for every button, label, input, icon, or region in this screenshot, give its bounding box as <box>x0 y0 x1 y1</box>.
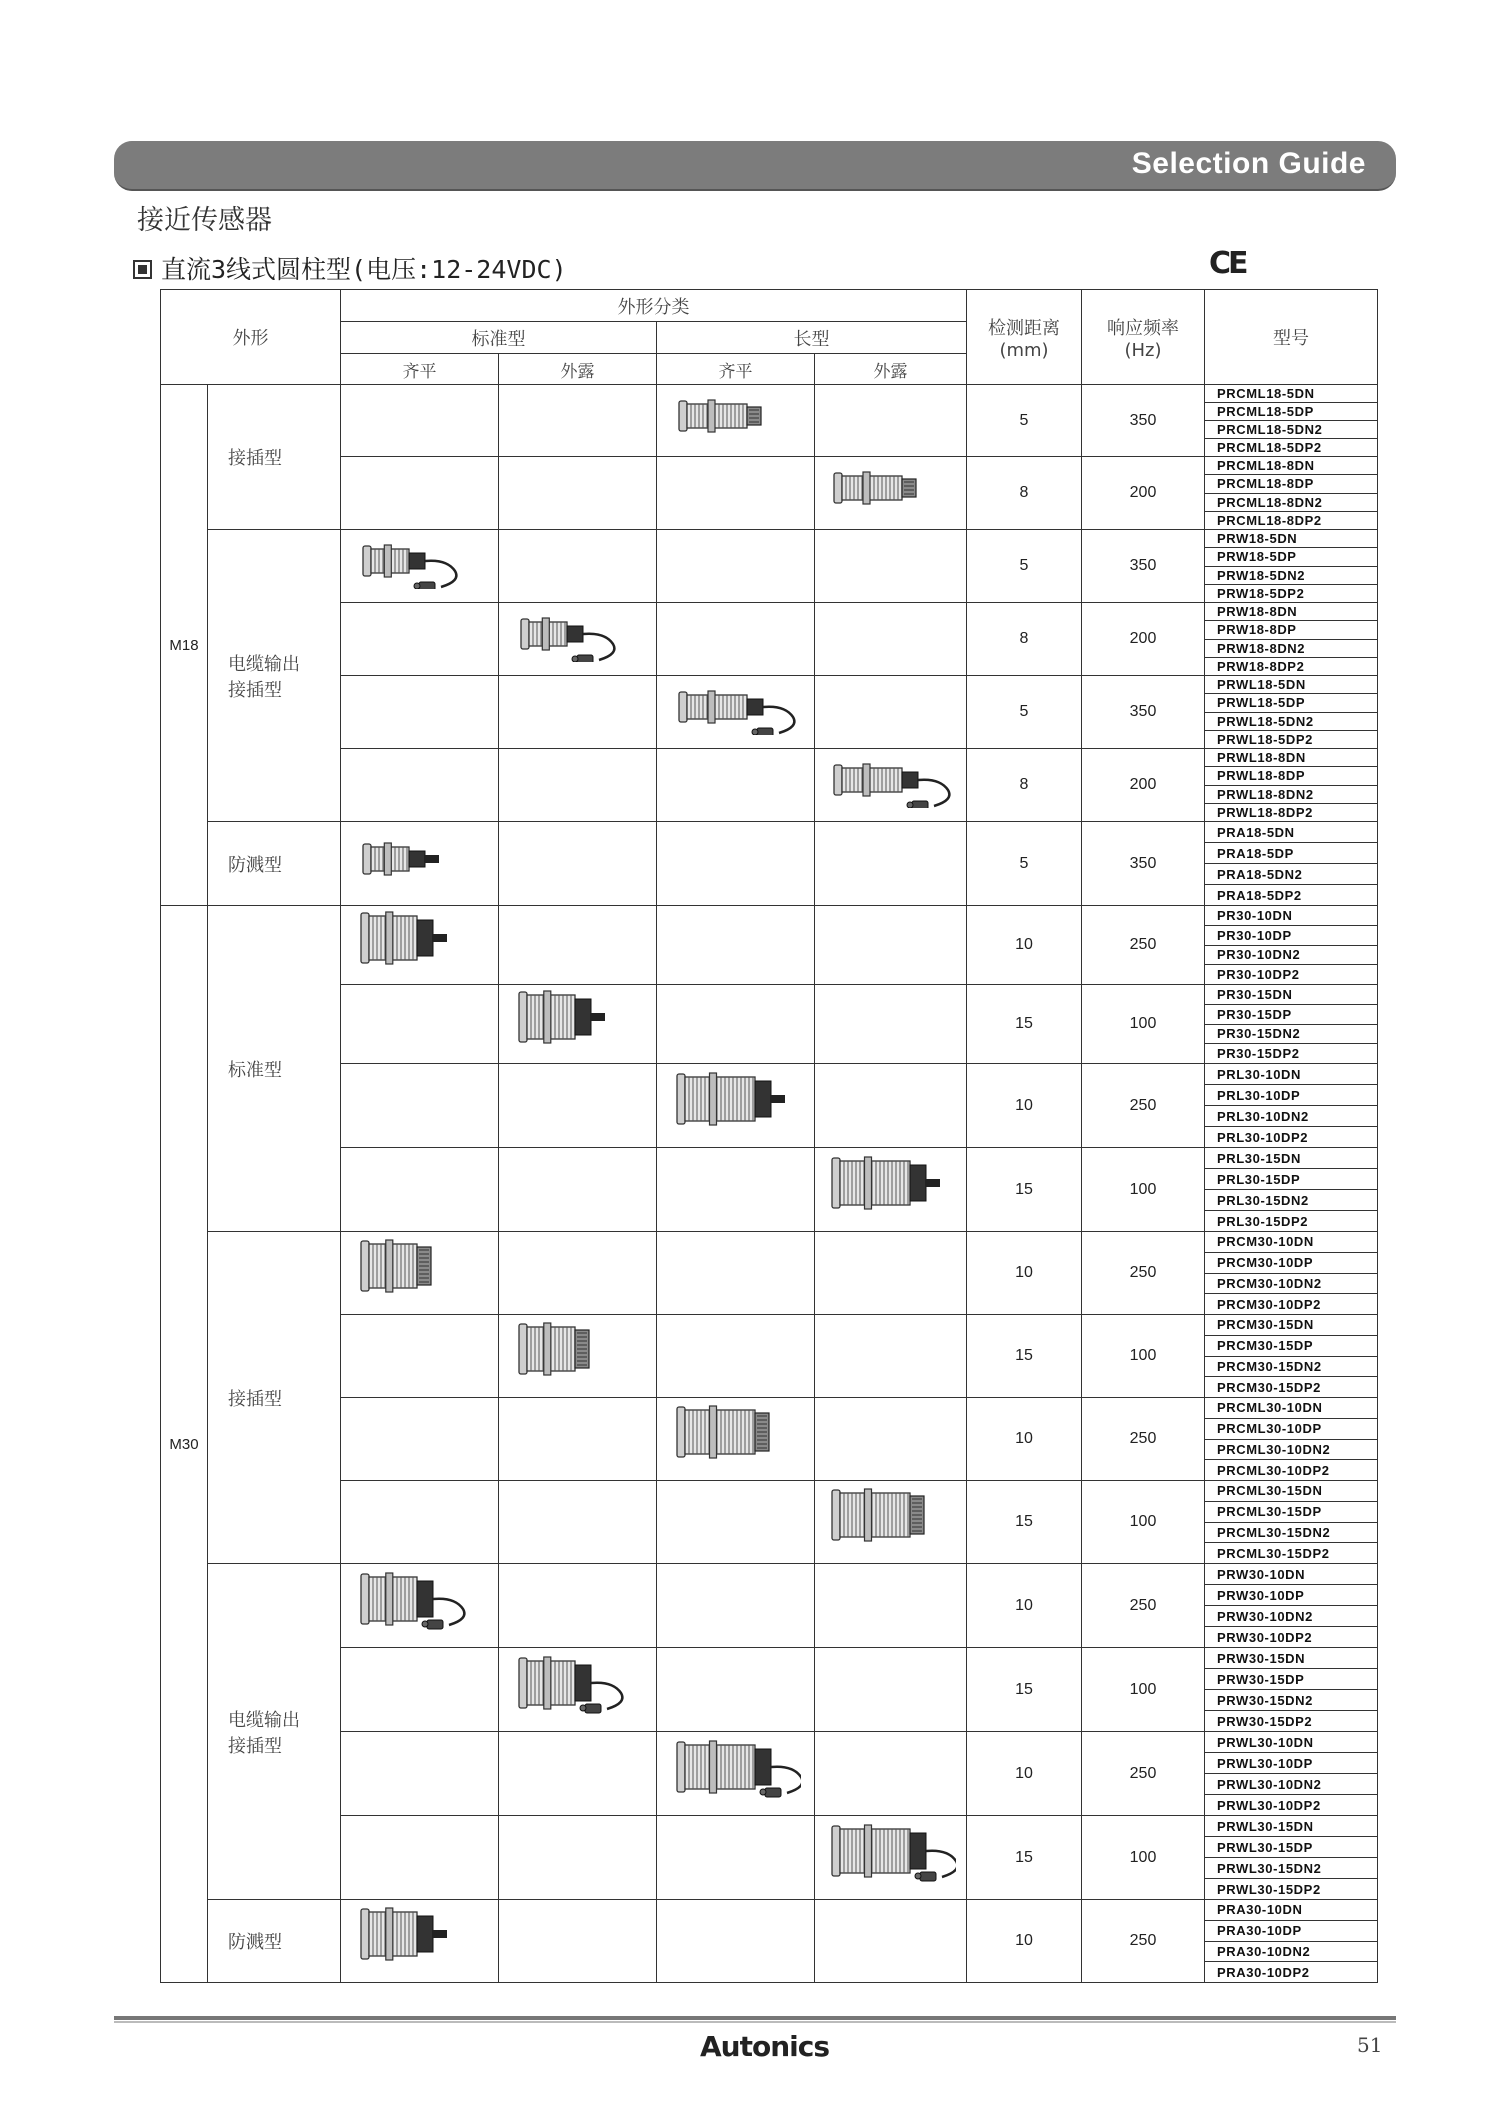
image-cell <box>815 749 967 822</box>
model-number: PRCML18-8DN2 <box>1205 494 1377 512</box>
header-frequency-unit: (Hz) <box>1124 339 1162 361</box>
table-row <box>161 1232 1378 1315</box>
image-cell <box>499 1816 657 1900</box>
sensor-icon <box>341 910 498 980</box>
image-cell <box>341 822 499 906</box>
model-number: PRW18-5DP2 <box>1217 585 1305 601</box>
model-cell <box>1205 1398 1378 1481</box>
table-row <box>161 1732 1378 1816</box>
model-number: PRA18-5DP <box>1205 843 1377 864</box>
model-number: PRCM30-10DP <box>1205 1253 1377 1274</box>
image-cell <box>499 1648 657 1732</box>
frequency-cell: 100 <box>1082 985 1205 1064</box>
image-cell <box>499 822 657 906</box>
frequency-cell: 100 <box>1082 1148 1205 1232</box>
model-number: PRW18-5DN <box>1205 530 1377 548</box>
model-number: PR30-15DN2 <box>1205 1025 1377 1045</box>
type-cell: 标准型 <box>208 906 341 1232</box>
model-number: PRCML18-8DN <box>1205 457 1377 475</box>
distance-cell: 10 <box>967 1732 1082 1816</box>
model-number: PRL30-15DP2 <box>1217 1213 1309 1229</box>
model-number: PRA18-5DN2 <box>1205 864 1377 885</box>
model-number: PR30-10DN <box>1205 906 1377 926</box>
header-distance <box>967 290 1082 385</box>
image-cell <box>341 906 499 985</box>
image-cell <box>341 1816 499 1900</box>
sensor-icon <box>657 398 814 444</box>
image-cell <box>657 457 815 530</box>
image-cell <box>341 985 499 1064</box>
image-cell <box>815 1900 967 1983</box>
model-number: PRW30-10DN2 <box>1205 1606 1377 1627</box>
image-cell <box>657 749 815 822</box>
frequency-cell: 100 <box>1082 1315 1205 1398</box>
square-bullet-icon <box>133 260 152 279</box>
model-cell <box>1205 1900 1378 1983</box>
image-cell <box>341 1648 499 1732</box>
table-row <box>161 676 1378 749</box>
frequency-cell: 250 <box>1082 1398 1205 1481</box>
sensor-icon <box>499 989 656 1059</box>
model-number: PRA18-5DP2 <box>1217 887 1302 903</box>
distance-cell: 15 <box>967 1148 1082 1232</box>
table-row <box>161 1148 1378 1232</box>
distance-cell: 15 <box>967 1816 1082 1900</box>
model-number: PRW30-15DP2 <box>1217 1713 1313 1729</box>
image-cell <box>499 1232 657 1315</box>
distance-cell: 5 <box>967 530 1082 603</box>
sensor-icon <box>499 1655 656 1725</box>
frequency-cell: 350 <box>1082 822 1205 906</box>
model-cell <box>1205 906 1378 985</box>
frequency-cell: 200 <box>1082 457 1205 530</box>
type-cell: 防溅型 <box>208 1900 341 1983</box>
model-number: PRL30-15DN2 <box>1205 1190 1377 1211</box>
distance-cell: 15 <box>967 1648 1082 1732</box>
distance-cell: 10 <box>967 906 1082 985</box>
distance-cell: 10 <box>967 1900 1082 1983</box>
image-cell <box>657 530 815 603</box>
model-number: PRCML18-8DP <box>1205 475 1377 493</box>
image-cell <box>499 676 657 749</box>
image-cell <box>341 1564 499 1648</box>
header-standard-nonflush: 外露 <box>499 354 657 385</box>
image-cell <box>657 822 815 906</box>
model-cell <box>1205 1648 1378 1732</box>
table-row <box>161 1900 1378 1983</box>
model-number: PRCM30-15DP2 <box>1217 1379 1322 1395</box>
model-number: PRW18-8DN2 <box>1205 640 1377 658</box>
ce-mark: CE <box>1209 246 1246 281</box>
table-row <box>161 530 1378 603</box>
table-row <box>161 822 1378 906</box>
model-number: PRCM30-10DP2 <box>1217 1296 1322 1312</box>
image-cell <box>499 1398 657 1481</box>
model-number: PRL30-10DN2 <box>1205 1106 1377 1127</box>
image-cell <box>499 1564 657 1648</box>
frequency-cell: 200 <box>1082 749 1205 822</box>
model-number: PRCML30-10DN2 <box>1205 1440 1377 1461</box>
image-cell <box>341 749 499 822</box>
model-cell <box>1205 457 1378 530</box>
image-cell <box>341 1315 499 1398</box>
sensor-icon <box>815 470 966 516</box>
frequency-cell: 350 <box>1082 385 1205 457</box>
model-number: PRWL18-8DN <box>1205 749 1377 767</box>
image-cell <box>657 676 815 749</box>
model-number: PRW18-8DP2 <box>1217 658 1305 674</box>
table-row <box>161 385 1378 457</box>
model-number: PRW30-15DN2 <box>1205 1690 1377 1711</box>
image-cell <box>815 822 967 906</box>
model-number: PRWL30-10DN <box>1205 1732 1377 1753</box>
model-cell <box>1205 676 1378 749</box>
model-number: PRL30-10DP <box>1205 1085 1377 1106</box>
image-cell <box>341 1900 499 1983</box>
header-frequency-label: 响应频率 <box>1107 317 1179 339</box>
model-number: PRWL30-15DN <box>1205 1816 1377 1837</box>
model-number: PRA30-10DP <box>1205 1921 1377 1942</box>
model-cell <box>1205 1564 1378 1648</box>
model-number: PRW18-8DN <box>1205 603 1377 621</box>
table-subtitle <box>133 250 567 286</box>
image-cell <box>815 1148 967 1232</box>
footer-rule <box>114 2016 1396 2020</box>
header-long: 长型 <box>657 322 967 354</box>
distance-cell: 10 <box>967 1232 1082 1315</box>
model-number: PRWL18-8DP2 <box>1217 804 1313 820</box>
type-cell: 接插型 <box>208 1232 341 1564</box>
image-cell <box>815 906 967 985</box>
model-number: PR30-15DN <box>1205 985 1377 1005</box>
model-number: PRCML18-5DN <box>1205 385 1377 403</box>
frequency-cell: 100 <box>1082 1481 1205 1564</box>
model-number: PRWL30-15DP2 <box>1217 1881 1321 1897</box>
banner-title: Selection Guide <box>1131 147 1366 180</box>
image-cell <box>341 676 499 749</box>
model-number: PRL30-15DN <box>1205 1148 1377 1169</box>
model-cell <box>1205 1732 1378 1816</box>
distance-cell: 8 <box>967 457 1082 530</box>
image-cell <box>657 603 815 676</box>
image-cell <box>341 1481 499 1564</box>
model-number: PRW30-10DP <box>1205 1585 1377 1606</box>
sensor-icon <box>657 1404 814 1474</box>
model-number: PRW30-10DP2 <box>1217 1629 1313 1645</box>
header-frequency <box>1082 290 1205 385</box>
table-row <box>161 1816 1378 1900</box>
image-cell <box>341 603 499 676</box>
model-cell <box>1205 822 1378 906</box>
model-cell <box>1205 1064 1378 1148</box>
image-cell <box>341 385 499 457</box>
header-long-nonflush: 外露 <box>815 354 967 385</box>
distance-cell: 8 <box>967 603 1082 676</box>
table-row <box>161 1648 1378 1732</box>
type-cell: 电缆输出 接插型 <box>208 1564 341 1900</box>
distance-cell: 10 <box>967 1398 1082 1481</box>
table-row <box>161 985 1378 1064</box>
model-number: PRCM30-15DN2 <box>1205 1357 1377 1378</box>
model-number: PRWL18-5DP <box>1205 694 1377 712</box>
header-distance-unit: (mm) <box>999 339 1049 361</box>
model-number: PRWL18-5DN <box>1205 676 1377 694</box>
frequency-cell: 350 <box>1082 676 1205 749</box>
model-number: PRW18-5DP <box>1205 548 1377 566</box>
image-cell <box>341 1064 499 1148</box>
sensor-icon <box>657 1071 814 1141</box>
page-number: 51 <box>1357 2033 1383 2057</box>
sensor-icon <box>657 689 814 735</box>
image-cell <box>657 1148 815 1232</box>
frequency-cell: 350 <box>1082 530 1205 603</box>
image-cell <box>815 457 967 530</box>
image-cell <box>657 985 815 1064</box>
model-number: PRCML18-5DP <box>1205 403 1377 421</box>
image-cell <box>657 906 815 985</box>
image-cell <box>657 1398 815 1481</box>
image-cell <box>657 1732 815 1816</box>
frequency-cell: 250 <box>1082 906 1205 985</box>
sensor-icon <box>341 1571 498 1641</box>
frequency-cell: 100 <box>1082 1648 1205 1732</box>
table-body <box>161 385 1378 1983</box>
model-number: PR30-10DN2 <box>1205 946 1377 966</box>
type-cell: 接插型 <box>208 385 341 530</box>
model-number: PRWL18-8DN2 <box>1205 786 1377 804</box>
image-cell <box>499 385 657 457</box>
model-cell <box>1205 530 1378 603</box>
model-number: PRWL30-10DP <box>1205 1753 1377 1774</box>
model-number: PR30-15DP2 <box>1217 1046 1300 1062</box>
image-cell <box>815 385 967 457</box>
frequency-cell: 100 <box>1082 1816 1205 1900</box>
image-cell <box>657 1816 815 1900</box>
model-number: PRWL18-8DP <box>1205 767 1377 785</box>
model-number: PRL30-15DP <box>1205 1169 1377 1190</box>
model-number: PRCM30-10DN <box>1205 1232 1377 1253</box>
model-number: PRL30-10DP2 <box>1217 1129 1309 1145</box>
subtitle-text: 直流3线式圆柱型(电压:12-24VDC) <box>161 255 567 284</box>
table-row <box>161 603 1378 676</box>
table-row <box>161 1398 1378 1481</box>
image-cell <box>499 1732 657 1816</box>
distance-cell: 10 <box>967 1564 1082 1648</box>
model-cell <box>1205 1816 1378 1900</box>
model-number: PRCML18-5DN2 <box>1205 421 1377 439</box>
model-number: PRWL18-5DP2 <box>1217 731 1313 747</box>
frequency-cell: 200 <box>1082 603 1205 676</box>
model-number: PRCM30-15DP <box>1205 1336 1377 1357</box>
model-number: PRWL30-15DP <box>1205 1837 1377 1858</box>
header-distance-label: 检测距离 <box>988 317 1060 339</box>
model-number: PRA30-10DN2 <box>1205 1942 1377 1963</box>
model-cell <box>1205 1481 1378 1564</box>
image-cell <box>499 457 657 530</box>
footer-rule-thin <box>114 2021 1396 2023</box>
frequency-cell: 250 <box>1082 1900 1205 1983</box>
model-number: PRA30-10DN <box>1205 1900 1377 1921</box>
image-cell <box>815 985 967 1064</box>
model-cell <box>1205 603 1378 676</box>
model-number: PRL30-10DN <box>1205 1064 1377 1085</box>
image-cell <box>815 1481 967 1564</box>
table-row <box>161 749 1378 822</box>
image-cell <box>657 1232 815 1315</box>
header-standard: 标准型 <box>341 322 657 354</box>
table-row <box>161 1315 1378 1398</box>
image-cell <box>341 1732 499 1816</box>
image-cell <box>657 1481 815 1564</box>
header-model: 型号 <box>1205 290 1378 385</box>
model-number: PRCML30-10DN <box>1205 1398 1377 1419</box>
sensor-icon <box>499 1321 656 1391</box>
sensor-icon <box>341 841 498 887</box>
frequency-cell: 250 <box>1082 1064 1205 1148</box>
sensor-icon <box>815 1487 966 1557</box>
selection-table <box>160 289 1378 1983</box>
header-standard-flush: 齐平 <box>341 354 499 385</box>
size-cell: M18 <box>161 385 208 906</box>
image-cell <box>341 1232 499 1315</box>
model-number: PR30-10DP <box>1205 926 1377 946</box>
image-cell <box>341 457 499 530</box>
header-appearance: 外形 <box>161 290 341 385</box>
image-cell <box>657 385 815 457</box>
model-number: PRWL18-5DN2 <box>1205 713 1377 731</box>
table-row <box>161 1064 1378 1148</box>
image-cell <box>499 1148 657 1232</box>
image-cell <box>341 530 499 603</box>
model-cell <box>1205 385 1378 457</box>
image-cell <box>657 1900 815 1983</box>
section-banner <box>114 141 1396 191</box>
model-number: PRCML30-15DP2 <box>1217 1545 1330 1561</box>
image-cell <box>815 1732 967 1816</box>
image-cell <box>815 1564 967 1648</box>
model-number: PRCML30-10DP2 <box>1217 1462 1330 1478</box>
model-number: PRCML30-10DP <box>1205 1419 1377 1440</box>
frequency-cell: 250 <box>1082 1232 1205 1315</box>
model-number: PRW30-15DP <box>1205 1669 1377 1690</box>
distance-cell: 10 <box>967 1064 1082 1148</box>
image-cell <box>815 603 967 676</box>
sensor-icon <box>499 616 656 662</box>
image-cell <box>815 676 967 749</box>
model-number: PRCM30-10DN2 <box>1205 1274 1377 1295</box>
image-cell <box>341 1148 499 1232</box>
model-number: PRCML30-15DN2 <box>1205 1523 1377 1544</box>
distance-cell: 15 <box>967 985 1082 1064</box>
image-cell <box>815 1315 967 1398</box>
model-number: PRA30-10DP2 <box>1217 1964 1310 1980</box>
model-number: PRCML18-8DP2 <box>1217 512 1322 528</box>
model-cell <box>1205 1315 1378 1398</box>
distance-cell: 15 <box>967 1315 1082 1398</box>
model-number: PRCML18-5DP2 <box>1217 440 1322 455</box>
header-shape-class: 外形分类 <box>341 290 967 322</box>
image-cell <box>499 749 657 822</box>
distance-cell: 8 <box>967 749 1082 822</box>
image-cell <box>499 1900 657 1983</box>
sensor-icon <box>341 1238 498 1308</box>
sensor-icon <box>815 1823 966 1893</box>
image-cell <box>815 530 967 603</box>
model-number: PRCML30-15DP <box>1205 1502 1377 1523</box>
sensor-icon <box>657 1739 814 1809</box>
table-row <box>161 1481 1378 1564</box>
size-cell: M30 <box>161 906 208 1983</box>
image-cell <box>657 1315 815 1398</box>
distance-cell: 5 <box>967 822 1082 906</box>
model-number: PRWL30-15DN2 <box>1205 1858 1377 1879</box>
image-cell <box>657 1564 815 1648</box>
image-cell <box>499 1481 657 1564</box>
model-cell <box>1205 1232 1378 1315</box>
image-cell <box>815 1816 967 1900</box>
sensor-icon <box>341 543 498 589</box>
image-cell <box>499 1064 657 1148</box>
image-cell <box>499 906 657 985</box>
model-number: PRCML30-15DN <box>1205 1481 1377 1502</box>
sensor-icon <box>815 1155 966 1225</box>
table-row <box>161 906 1378 985</box>
image-cell <box>815 1064 967 1148</box>
frequency-cell: 250 <box>1082 1732 1205 1816</box>
image-cell <box>499 603 657 676</box>
image-cell <box>815 1232 967 1315</box>
distance-cell: 5 <box>967 385 1082 457</box>
image-cell <box>657 1648 815 1732</box>
model-number: PR30-10DP2 <box>1217 967 1300 983</box>
image-cell <box>499 985 657 1064</box>
sensor-icon <box>815 762 966 808</box>
header-long-flush: 齐平 <box>657 354 815 385</box>
model-cell <box>1205 1148 1378 1232</box>
sensor-icon <box>341 1906 498 1976</box>
distance-cell: 5 <box>967 676 1082 749</box>
frequency-cell: 250 <box>1082 1564 1205 1648</box>
image-cell <box>499 530 657 603</box>
distance-cell: 15 <box>967 1481 1082 1564</box>
model-number: PRWL30-10DN2 <box>1205 1774 1377 1795</box>
autonics-logo: Autonics <box>700 2030 830 2063</box>
image-cell <box>815 1398 967 1481</box>
model-number: PRW18-5DN2 <box>1205 567 1377 585</box>
model-cell <box>1205 985 1378 1064</box>
image-cell <box>815 1648 967 1732</box>
image-cell <box>657 1064 815 1148</box>
model-number: PRW30-15DN <box>1205 1648 1377 1669</box>
table-row <box>161 1564 1378 1648</box>
model-number: PRW30-10DN <box>1205 1564 1377 1585</box>
type-cell: 电缆输出 接插型 <box>208 530 341 822</box>
table-row <box>161 457 1378 530</box>
model-number: PRA18-5DN <box>1205 822 1377 843</box>
model-number: PRCM30-15DN <box>1205 1315 1377 1336</box>
type-cell: 防溅型 <box>208 822 341 906</box>
category-title: 接近传感器 <box>137 205 272 236</box>
model-cell <box>1205 749 1378 822</box>
image-cell <box>499 1315 657 1398</box>
model-number: PRW18-8DP <box>1205 621 1377 639</box>
model-number: PRWL30-10DP2 <box>1217 1797 1321 1813</box>
image-cell <box>341 1398 499 1481</box>
model-number: PR30-15DP <box>1205 1005 1377 1025</box>
